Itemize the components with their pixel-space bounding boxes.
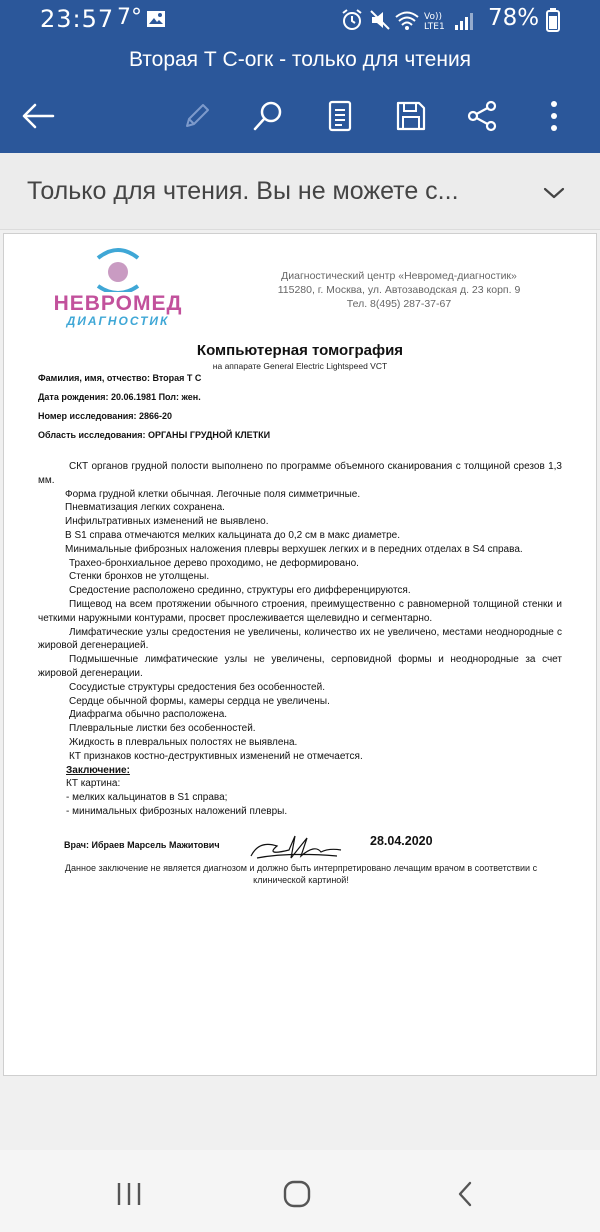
status-battery-percent: 78% xyxy=(488,5,540,31)
report-paragraph: Форма грудной клетки обычная. Легочные поля симметричные. xyxy=(65,488,361,500)
pencil-icon xyxy=(182,101,212,131)
conclusion-line: - минимальных фиброзных наложений плевры. xyxy=(66,805,288,817)
report-paragraph: Пневматизация легких сохранена. xyxy=(65,502,225,514)
read-only-banner-text: Только для чтения. Вы не можете с... xyxy=(27,177,459,205)
home-button[interactable] xyxy=(273,1170,321,1218)
clinic-logo xyxy=(38,244,198,328)
signature-date: 28.04.2020 xyxy=(370,834,433,848)
status-time: 23:57 xyxy=(40,5,115,33)
organization-info xyxy=(274,269,524,311)
logo-emblem-icon xyxy=(38,244,198,292)
disclaimer: Данное заключение не является диагнозом и должно быть интерпретировано лечащим врачом в соответствии с клинической картиной! xyxy=(64,863,538,885)
logo-main-text: НЕВРОМЕД xyxy=(53,292,183,315)
status-bar xyxy=(0,0,600,40)
recent-apps-icon xyxy=(116,1181,142,1207)
system-back-button[interactable] xyxy=(441,1170,489,1218)
recent-apps-button[interactable] xyxy=(105,1170,153,1218)
share-button[interactable] xyxy=(458,92,506,140)
chevron-down-icon xyxy=(542,186,566,200)
report-paragraph: Лимфатические узлы средостения не увеличены, количество их не увеличено, местами неоднородные с жировой дегенерацией. xyxy=(38,626,562,652)
report-paragraph: КТ признаков костно-деструктивных изменений не отмечается. xyxy=(69,750,363,762)
report-paragraph: Сосудистые структуры средостения без особенностей. xyxy=(69,681,325,693)
reading-view-button[interactable] xyxy=(316,92,364,140)
org-line: 115280, г. Москва, ул. Автозаводская д. 23 корп. 9 xyxy=(277,284,521,296)
conclusion-line: - мелких кальцинатов в S1 справа; xyxy=(66,792,228,804)
report-paragraph: Диафрагма обычно расположена. xyxy=(69,709,228,721)
report-body xyxy=(38,460,562,819)
more-options-button[interactable] xyxy=(530,92,578,140)
status-temperature: 7° xyxy=(117,5,142,30)
search-button[interactable] xyxy=(244,92,292,140)
gallery-icon xyxy=(146,10,166,28)
svg-text:Vo)): Vo)) xyxy=(424,12,442,22)
report-paragraph: Жидкость в плевральных полостях не выявлена. xyxy=(69,736,298,748)
report-paragraph: Средостение расположено срединно, структуры его дифференцируются. xyxy=(69,585,411,597)
report-paragraph: Подмышечные лимфатические узлы не увеличены, серповидной формы и неоднородные за счет жировой дегенерации. xyxy=(38,654,562,679)
study-area-field: Область исследования: ОРГАНЫ ГРУДНОЙ КЛЕТКИ xyxy=(38,430,271,440)
edit-button[interactable] xyxy=(173,92,221,140)
report-paragraph: Минимальные фиброзных наложения плевры верхушек легких и в передних отделах в S4 справа. xyxy=(65,543,523,555)
doctor-name: Врач: Ибраев Марсель Мажитович xyxy=(64,840,220,850)
back-button[interactable] xyxy=(14,92,62,140)
document-title: Вторая Т С-огк - только для чтения xyxy=(128,48,472,71)
banner-expand-button[interactable] xyxy=(536,175,572,211)
reading-view-icon xyxy=(328,100,352,132)
status-icons xyxy=(340,8,480,32)
document-page[interactable] xyxy=(3,233,597,1076)
home-icon xyxy=(282,1179,312,1209)
alarm-icon xyxy=(343,10,361,29)
org-line: Диагностический центр «Невромед-диагностик» xyxy=(281,270,517,282)
mute-icon xyxy=(371,11,389,29)
report-paragraph: Плевральные листки без особенностей. xyxy=(69,723,256,735)
battery-icon xyxy=(546,8,560,32)
read-only-banner[interactable] xyxy=(0,153,600,230)
birth-date-field: Дата рождения: 20.06.1981 Пол: жен. xyxy=(38,392,201,402)
signal-icon xyxy=(455,13,473,30)
svg-text:LTE1: LTE1 xyxy=(424,22,445,32)
report-paragraph: Инфильтративных изменений не выявлено. xyxy=(65,516,269,528)
search-icon xyxy=(252,100,284,132)
conclusion-line: КТ картина: xyxy=(66,778,121,790)
study-number-field: Номер исследования: 2866-20 xyxy=(38,411,173,421)
chevron-left-icon xyxy=(456,1180,474,1208)
report-paragraph: Сердце обычной формы, камеры сердца не увеличены. xyxy=(69,695,330,707)
lte-icon xyxy=(424,12,445,32)
system-navigation-bar xyxy=(0,1150,600,1232)
signature-icon xyxy=(249,830,344,862)
app-bar xyxy=(0,40,600,153)
report-paragraph: СКТ органов грудной полости выполнено по программе объемного сканирования с толщиной срезов 1,3 мм. xyxy=(38,461,562,486)
conclusion-title: Заключение: xyxy=(66,764,130,776)
document-heading: Компьютерная томография xyxy=(196,342,404,359)
save-button[interactable] xyxy=(387,92,435,140)
org-line: Тел. 8(495) 287-37-67 xyxy=(346,298,452,310)
report-paragraph: Трахео-бронхиальное дерево проходимо, не деформировано. xyxy=(69,557,359,569)
share-icon xyxy=(466,100,498,132)
report-paragraph: Пищевод на всем протяжении обычного строения, преимущественно с равномерной толщиной стенки и четкими наружными контурами, просвет прослеживается щелевидно и сегментарно. xyxy=(38,598,562,624)
patient-name-field: Фамилия, имя, отчество: Вторая Т С xyxy=(38,373,202,383)
document-subheading: на аппарате General Electric Lightspeed VCT xyxy=(212,361,388,371)
arrow-left-icon xyxy=(21,102,55,130)
logo-sub-text: ДИАГНОСТИК xyxy=(66,314,170,328)
more-vertical-icon xyxy=(549,100,559,132)
wifi-icon xyxy=(396,13,418,31)
save-icon xyxy=(395,100,427,132)
report-paragraph: Стенки бронхов не утолщены. xyxy=(69,571,210,583)
report-paragraph: В S1 справа отмечаются мелких кальцината до 0,2 см в макс диаметре. xyxy=(65,529,401,541)
